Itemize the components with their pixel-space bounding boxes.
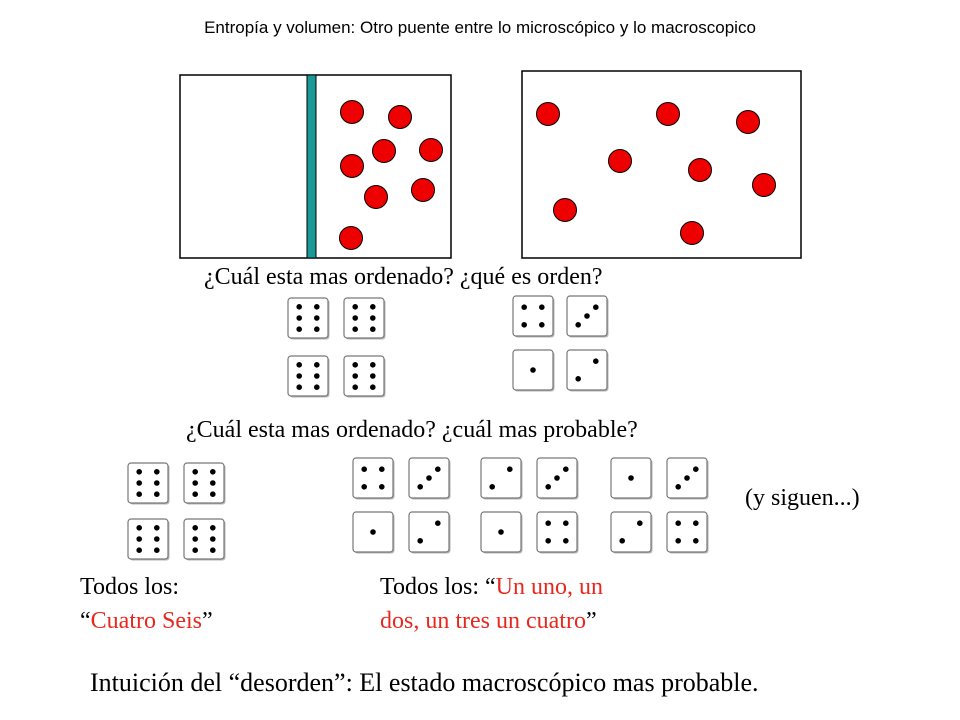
pip <box>192 525 198 531</box>
particle <box>657 103 680 126</box>
pip <box>435 466 441 472</box>
die-face-2 <box>481 458 523 500</box>
pip <box>693 520 699 526</box>
pip <box>563 466 569 472</box>
pip <box>192 469 198 475</box>
die-face-3 <box>537 458 579 500</box>
pip <box>693 466 699 472</box>
die-face-6 <box>288 356 330 398</box>
die-face-4 <box>513 296 555 338</box>
open-quote: “ <box>80 608 91 634</box>
particle <box>681 222 704 245</box>
pip <box>192 491 198 497</box>
pip <box>154 480 160 486</box>
die-face-6 <box>344 298 386 340</box>
pip <box>498 529 504 535</box>
particle <box>554 199 577 222</box>
pip <box>352 384 358 390</box>
die-face-6 <box>344 356 386 398</box>
die-face-1 <box>481 512 523 554</box>
pip <box>136 469 142 475</box>
and-more-label: (y siguen...) <box>745 485 860 511</box>
pip <box>352 315 358 321</box>
die-face-6 <box>128 519 170 561</box>
pip <box>435 520 441 526</box>
pip <box>314 384 320 390</box>
particle <box>420 139 443 162</box>
pip <box>296 304 302 310</box>
label-four-sixes <box>80 570 213 638</box>
pip <box>154 536 160 542</box>
die-face-4 <box>667 512 709 554</box>
pip <box>575 376 581 382</box>
particle <box>341 155 364 178</box>
die-face-3 <box>567 296 609 338</box>
pip <box>545 484 551 490</box>
pip <box>314 362 320 368</box>
pip <box>361 466 367 472</box>
pip <box>210 525 216 531</box>
pip <box>154 547 160 553</box>
pip <box>637 520 643 526</box>
pip <box>192 480 198 486</box>
pip <box>554 475 560 481</box>
pip <box>296 326 302 332</box>
pip <box>584 313 590 319</box>
die-face-2 <box>567 350 609 392</box>
pip <box>530 367 536 373</box>
pip <box>521 322 527 328</box>
pip <box>352 304 358 310</box>
conclusion: Intuición del “desorden”: El estado macroscópico mas probable. <box>90 668 759 697</box>
pip <box>675 484 681 490</box>
pip <box>563 520 569 526</box>
particle <box>537 103 560 126</box>
pip <box>296 384 302 390</box>
pip <box>210 480 216 486</box>
pip <box>296 315 302 321</box>
slide-title: Entropía y volumen: Otro puente entre lo microscópico y lo macroscopico <box>204 18 756 37</box>
pip <box>370 326 376 332</box>
pip <box>352 326 358 332</box>
die-face-6 <box>128 463 170 505</box>
pip <box>675 538 681 544</box>
pip <box>684 475 690 481</box>
pip <box>426 475 432 481</box>
particles-right <box>537 103 776 245</box>
pip <box>593 358 599 364</box>
question-probable: ¿Cuál esta mas ordenado? ¿cuál mas probable? <box>186 417 638 443</box>
pip <box>210 547 216 553</box>
dice-top-disordered <box>513 296 609 392</box>
pip <box>539 322 545 328</box>
highlight-mixed-1: Un uno, un <box>495 574 603 600</box>
pip <box>693 538 699 544</box>
pip <box>352 362 358 368</box>
particle <box>412 179 435 202</box>
pip <box>154 491 160 497</box>
die-face-3 <box>667 458 709 500</box>
pip <box>370 529 376 535</box>
close-quote: ” <box>585 608 597 634</box>
label-mixed-prefix: Todos los: “ <box>380 574 496 600</box>
particle <box>341 101 364 124</box>
die-face-2 <box>611 512 653 554</box>
pip <box>507 466 513 472</box>
pip <box>314 304 320 310</box>
pip <box>619 538 625 544</box>
label-four-sixes-prefix: Todos los: <box>80 574 179 600</box>
pip <box>210 469 216 475</box>
die-face-6 <box>184 519 226 561</box>
pip <box>154 525 160 531</box>
pip <box>210 536 216 542</box>
pip <box>361 484 367 490</box>
particle <box>737 111 760 134</box>
pip <box>417 538 423 544</box>
pip <box>539 304 545 310</box>
pip <box>545 538 551 544</box>
die-face-6 <box>184 463 226 505</box>
pip <box>192 547 198 553</box>
pip <box>210 491 216 497</box>
pip <box>628 475 634 481</box>
piston-wall <box>307 75 316 258</box>
pip <box>379 484 385 490</box>
die-face-3 <box>409 458 451 500</box>
pip <box>136 480 142 486</box>
pip <box>417 484 423 490</box>
pip <box>489 484 495 490</box>
pip <box>370 315 376 321</box>
pip <box>563 538 569 544</box>
pip <box>370 373 376 379</box>
pip <box>370 362 376 368</box>
close-quote: ” <box>201 608 213 634</box>
pip <box>296 362 302 368</box>
die-face-2 <box>409 512 451 554</box>
particle <box>609 150 632 173</box>
pip <box>136 547 142 553</box>
die-face-4 <box>353 458 395 500</box>
pip <box>154 469 160 475</box>
pip <box>379 466 385 472</box>
pip <box>575 322 581 328</box>
highlight-mixed-2: dos, un tres un cuatro <box>380 608 586 634</box>
pip <box>593 304 599 310</box>
die-face-1 <box>611 458 653 500</box>
pip <box>314 326 320 332</box>
pip <box>296 373 302 379</box>
pip <box>192 536 198 542</box>
pip <box>136 536 142 542</box>
pip <box>136 525 142 531</box>
pip <box>314 373 320 379</box>
pip <box>136 491 142 497</box>
particle <box>389 106 412 129</box>
pip <box>370 304 376 310</box>
particles-left <box>340 101 443 250</box>
die-face-1 <box>513 350 555 392</box>
dice-top-ordered <box>288 298 386 398</box>
particle <box>373 140 396 163</box>
question-order: ¿Cuál esta mas ordenado? ¿qué es orden? <box>204 264 603 290</box>
die-face-1 <box>353 512 395 554</box>
pip <box>521 304 527 310</box>
dice-bottom-disordered <box>353 458 709 554</box>
pip <box>352 373 358 379</box>
pip <box>545 520 551 526</box>
right-container <box>522 71 801 258</box>
highlight-four-sixes: Cuatro Seis <box>90 608 202 634</box>
die-face-4 <box>537 512 579 554</box>
die-face-6 <box>288 298 330 340</box>
particle <box>340 227 363 250</box>
particle <box>689 159 712 182</box>
pip <box>314 315 320 321</box>
dice-bottom-ordered <box>128 463 226 561</box>
pip <box>675 520 681 526</box>
particle <box>753 174 776 197</box>
pip <box>370 384 376 390</box>
label-one-two-three-four <box>380 570 603 638</box>
particle <box>365 186 388 209</box>
